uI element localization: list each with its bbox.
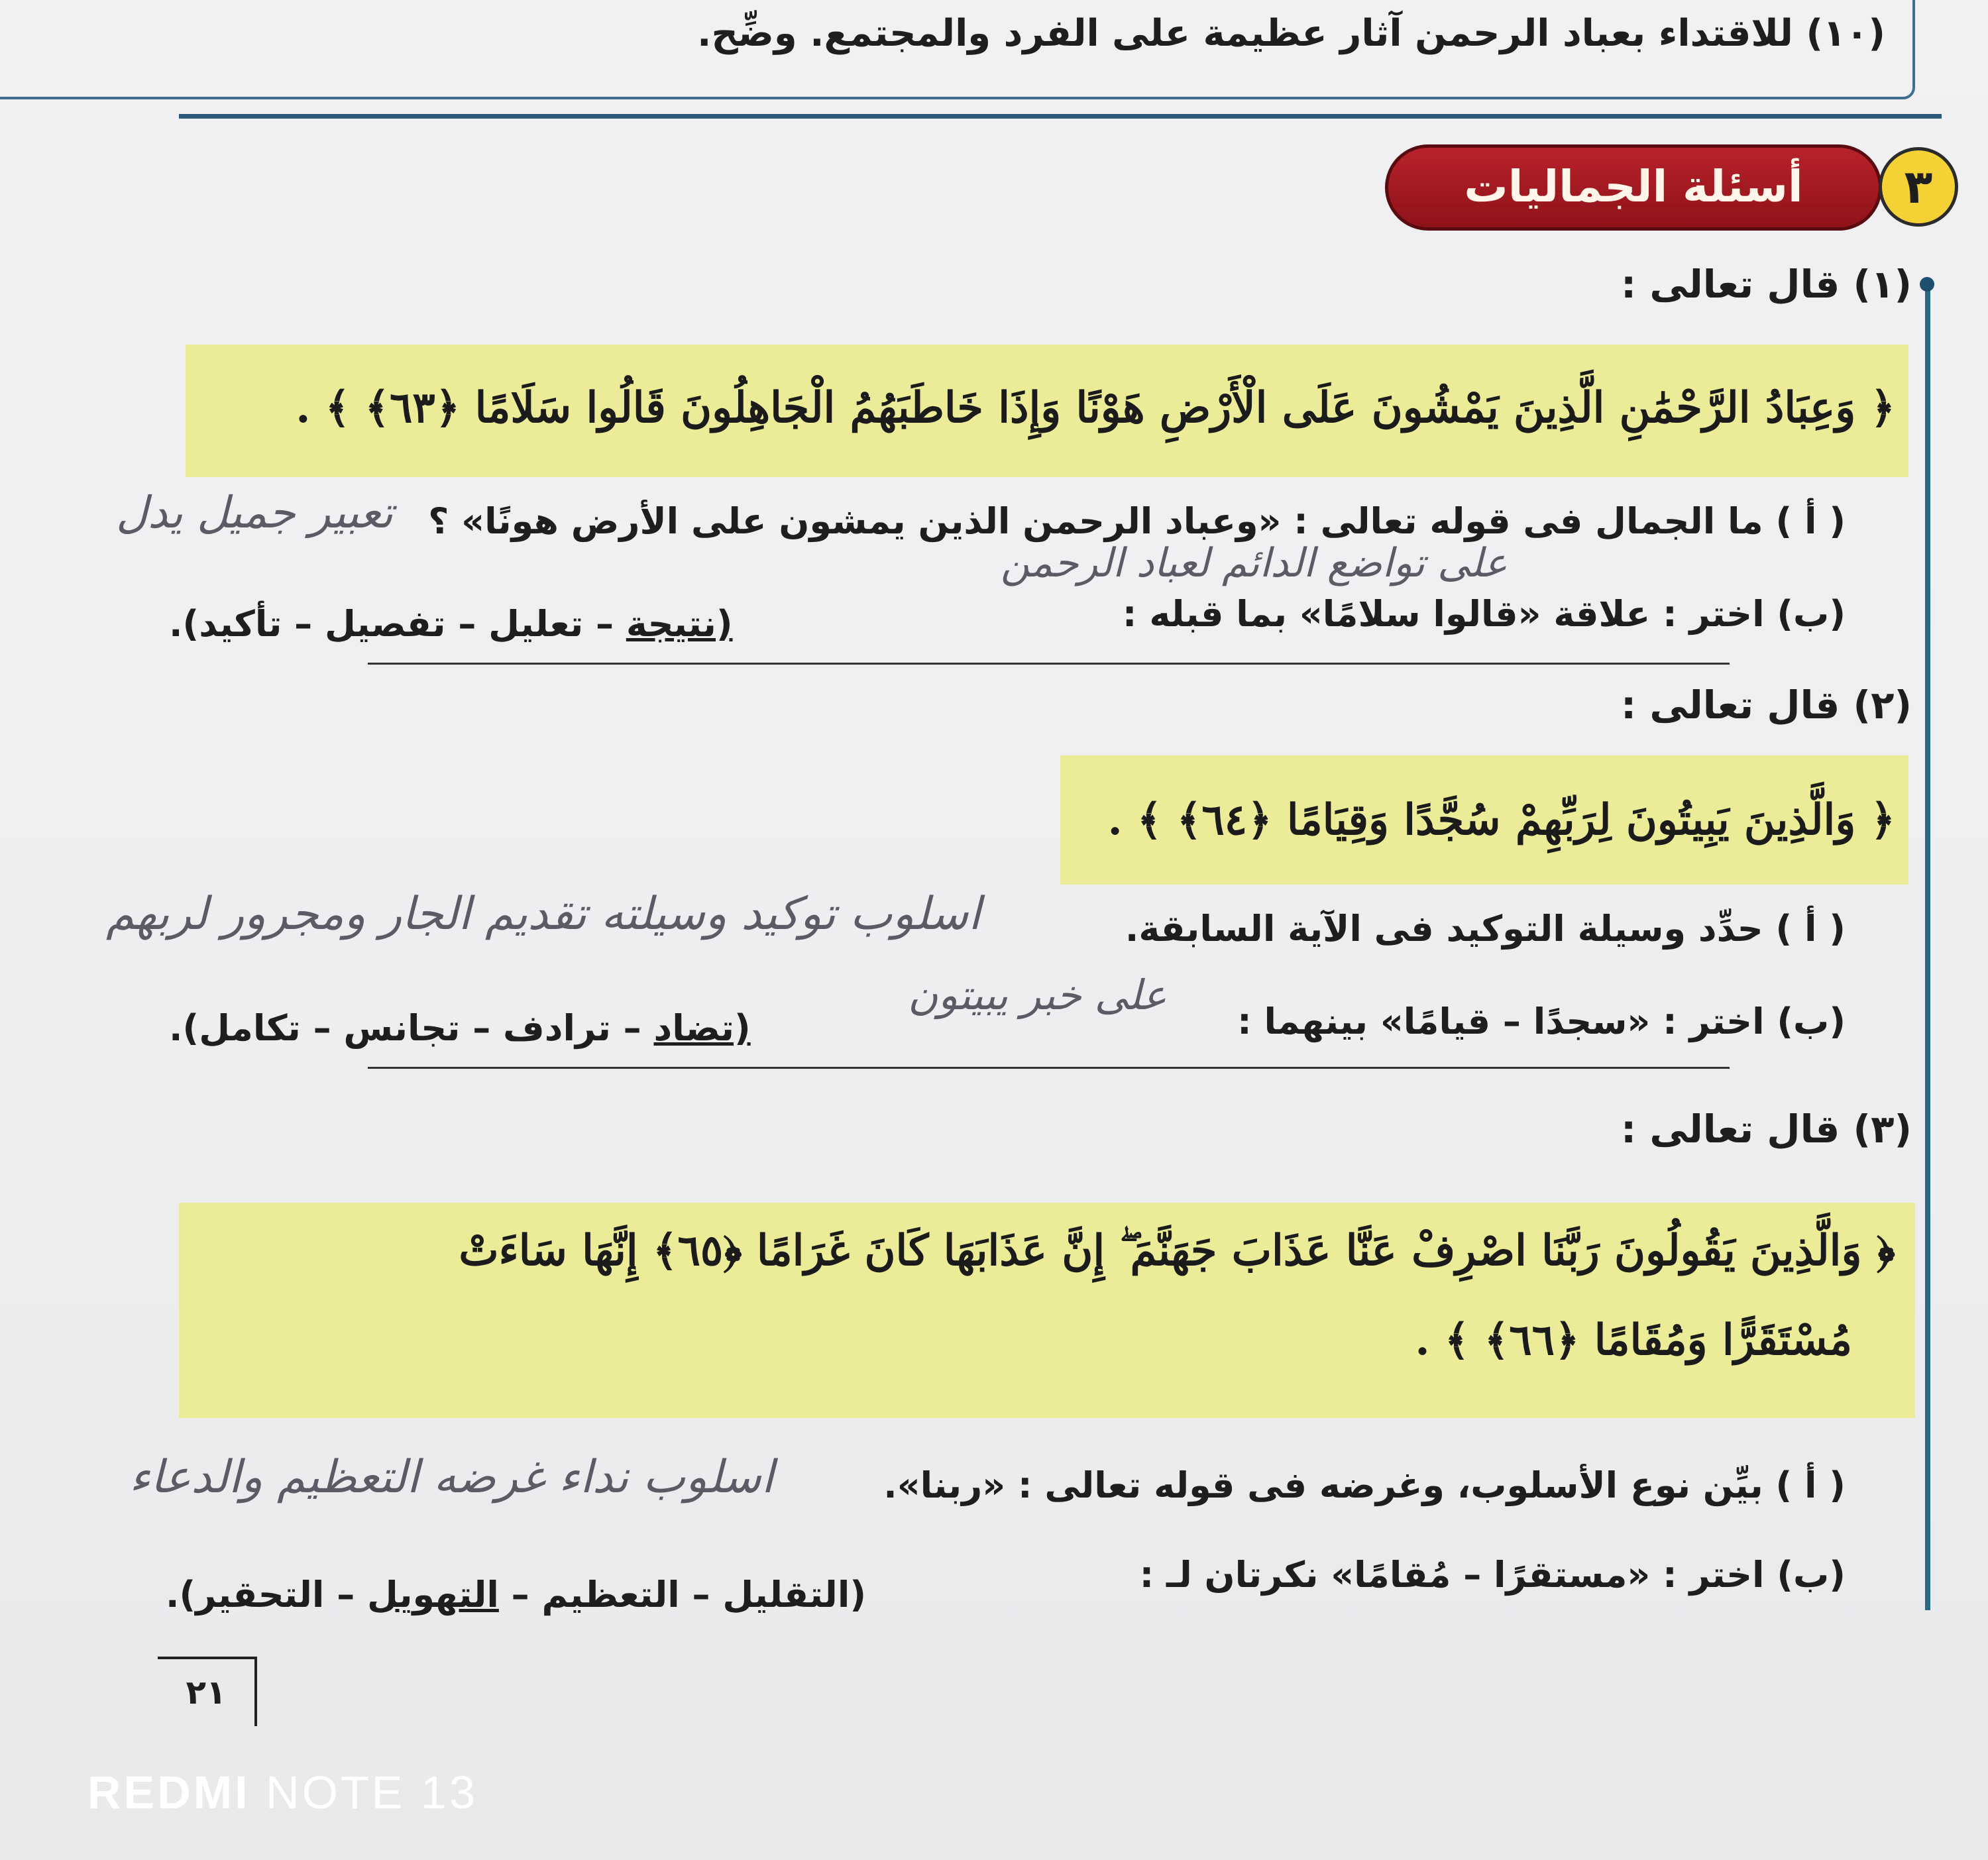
q3-selected-option: التهويل xyxy=(367,1574,499,1615)
q1-heading-text: (١) قال تعالى : xyxy=(1620,262,1912,307)
q2-handwritten-answer-1: اسلوب توكيد وسيلته تقديم الجار ومجرور لربهم xyxy=(106,888,981,940)
q1-options xyxy=(169,603,733,645)
q3-other-options: – التحقير). xyxy=(166,1574,368,1615)
q2-handwritten-answer-2: على خبر يبيتون xyxy=(908,971,1167,1019)
q2-divider xyxy=(368,1067,1730,1069)
section-title-banner: أسئلة الجماليات xyxy=(1385,144,1882,231)
q3-verse-line-2: مُسْتَقَرًّا وَمُقَامًا ﴿٦٦﴾ ﴾ . xyxy=(1415,1315,1852,1365)
q3-part-a: ( أ ) بيِّن نوع الأسلوب، وغرضه فى قوله تعالى : «ربنا». xyxy=(883,1464,1846,1506)
q2-options xyxy=(169,1007,751,1049)
q3-verse-line-1: ﴿ وَالَّذِينَ يَقُولُونَ رَبَّنَا اصْرِفْ عَنَّا عَذَابَ جَهَنَّمَ ۖ إِنَّ عَذَابَهَا كَانَ غَرَامًا ﴿٦٥﴾ إِنَّهَا سَاءَتْ xyxy=(459,1226,1895,1276)
watermark-model: NOTE 13 xyxy=(266,1767,478,1818)
q2-other-options: – ترادف – تجانس – تكامل). xyxy=(169,1007,654,1049)
q2-part-b: (ب) اختر : «سجدًا – قيامًا» بينهما : xyxy=(1237,1001,1846,1042)
q3-options xyxy=(166,1574,866,1615)
q1-heading xyxy=(1621,262,1912,307)
question-10: (١٠) للاقتداء بعباد الرحمن آثار عظيمة على الفرد والمجتمع. وضِّح. xyxy=(697,12,1885,55)
page-number: ٢١ xyxy=(158,1657,257,1726)
q2-verse: ﴿ وَالَّذِينَ يَبِيتُونَ لِرَبِّهِمْ سُجَّدًا وَقِيَامًا ﴿٦٤﴾ ﴾ . xyxy=(1107,795,1895,845)
q2-selected-option: (تضاد xyxy=(653,1007,751,1049)
q2-heading: (٢) قال تعالى : xyxy=(1620,683,1912,728)
q1-divider xyxy=(368,663,1730,665)
q3-handwritten-answer: اسلوب نداء غرضه التعظيم والدعاء xyxy=(129,1451,774,1504)
q1-part-b: (ب) اختر : علاقة «قالوا سلامًا» بما قبله : xyxy=(1122,593,1846,635)
q1-handwritten-answer-1: تعبير جميل يدل xyxy=(116,487,394,538)
margin-rule xyxy=(1925,278,1930,1610)
q1-part-a: ( أ ) ما الجمال فى قوله تعالى : «وعباد الرحمن الذين يمشون على الأرض هونًا» ؟ xyxy=(428,500,1846,542)
q2-part-a: ( أ ) حدِّد وسيلة التوكيد فى الآية السابقة. xyxy=(1125,908,1846,950)
q1-handwritten-answer-2: على تواضع الدائم لعباد الرحمن xyxy=(1001,540,1508,586)
q1-verse: ﴿ وَعِبَادُ الرَّحْمَٰنِ الَّذِينَ يَمْشُونَ عَلَى الْأَرْضِ هَوْنًا وَإِذَا خَاطَبَهُمُ الْجَاهِلُونَ قَالُوا سَلَامًا ﴿٦٣﴾ ﴾ . xyxy=(296,383,1895,433)
top-divider xyxy=(179,114,1942,119)
q3-heading: (٣) قال تعالى : xyxy=(1620,1107,1912,1152)
camera-watermark xyxy=(87,1766,478,1819)
q1-selected-option: (نتيجة xyxy=(626,603,733,645)
margin-rule-dot xyxy=(1920,277,1934,292)
q3-options-first: (التقليل – التعظيم – xyxy=(498,1574,867,1615)
section-number-badge: ٣ xyxy=(1879,147,1958,227)
q1-other-options: – تعليل – تفصيل – تأكيد). xyxy=(169,603,626,645)
q3-part-b: (ب) اختر : «مستقرًا – مُقامًا» نكرتان لـ : xyxy=(1139,1554,1846,1596)
watermark-brand: REDMI xyxy=(87,1767,250,1818)
